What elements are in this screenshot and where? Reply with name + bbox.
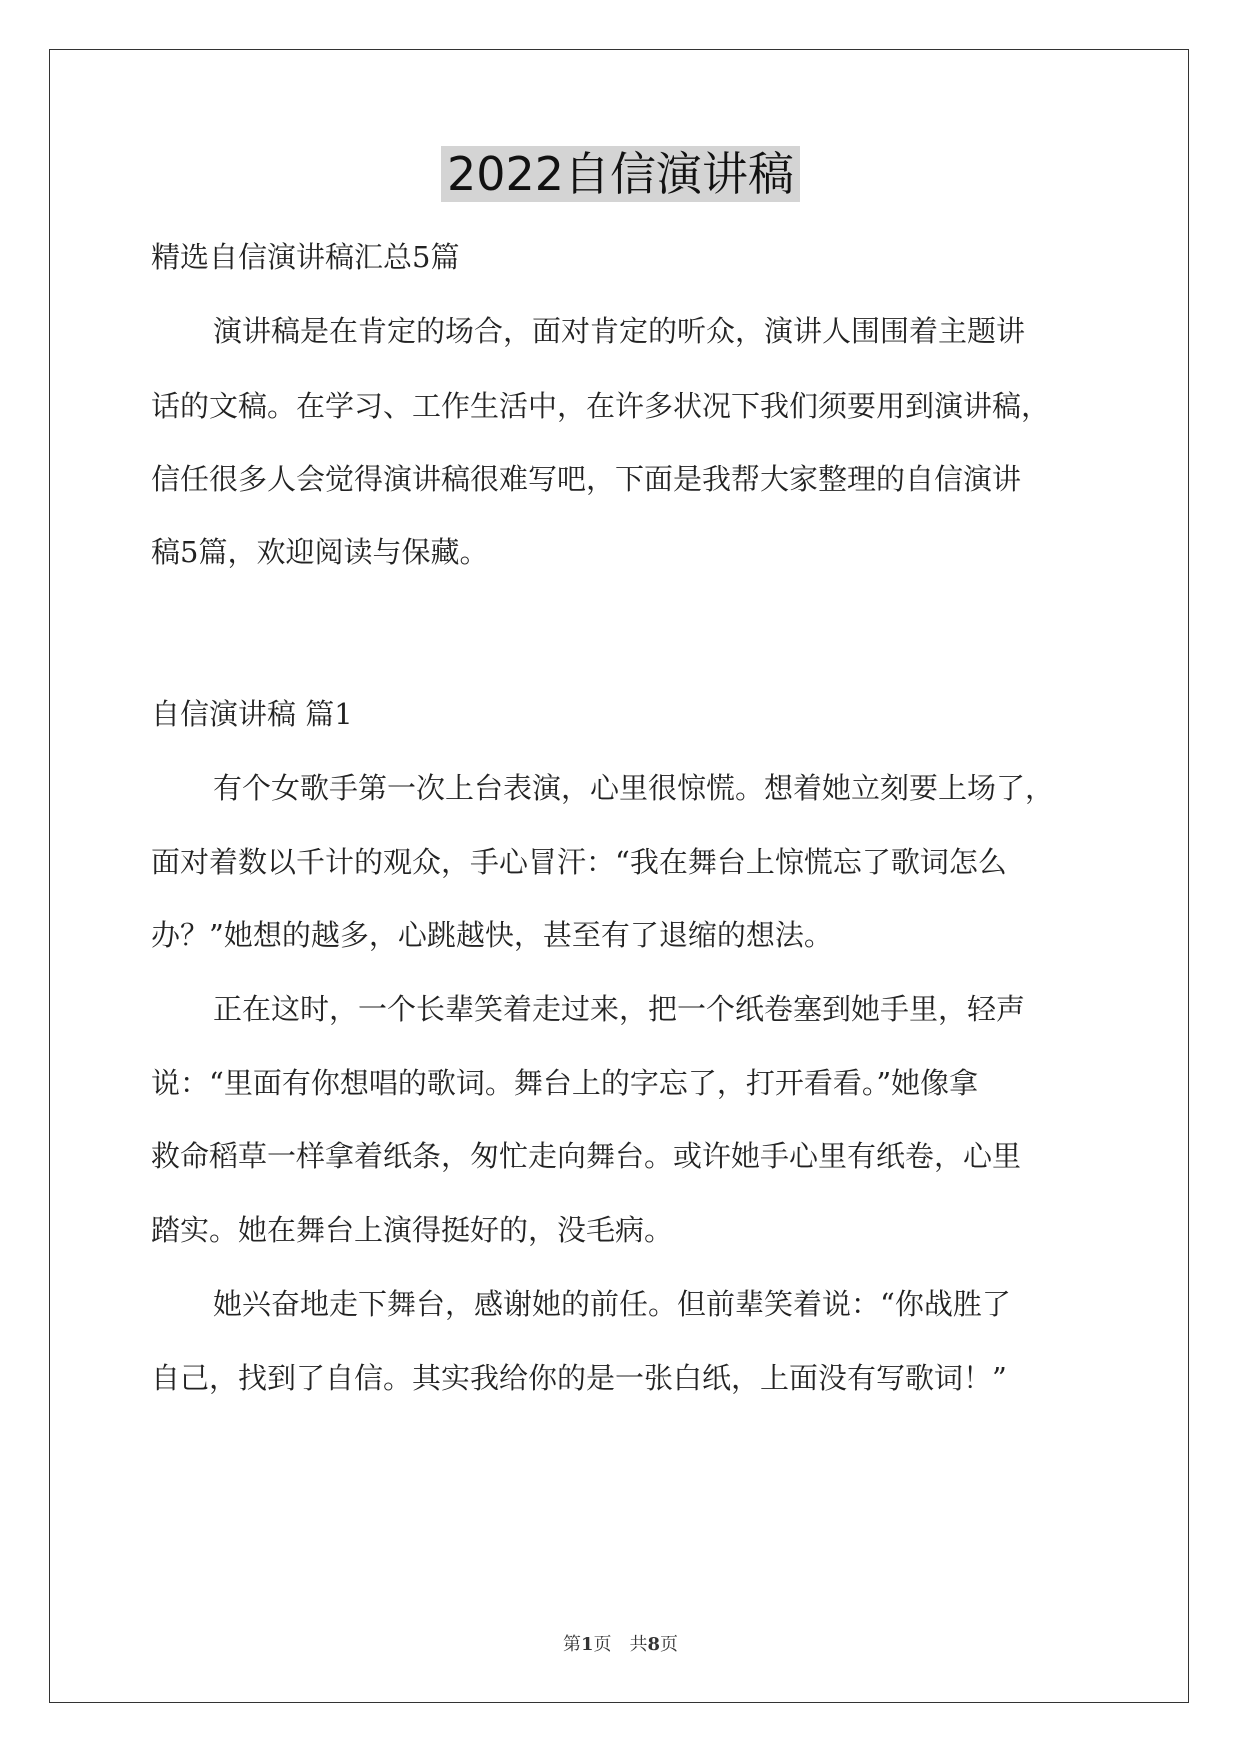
- footer-prefix: 第: [562, 1634, 581, 1655]
- title-container: [0, 146, 1241, 202]
- paragraph-line: 有个女歌手第一次上台表演，心里很惊慌。想着她立刻要上场了，: [213, 771, 1055, 805]
- total-pages-number: 8: [647, 1634, 661, 1655]
- footer-mid: 页 共: [593, 1634, 648, 1655]
- paragraph-line: 面对着数以千计的观众，手心冒汗：“我在舞台上惊慌忘了歌词怎么: [151, 845, 1007, 879]
- paragraph-line: 踏实。她在舞台上演得挺好的，没毛病。: [151, 1213, 674, 1247]
- intro-line: 信任很多人会觉得演讲稿很难写吧，下面是我帮大家整理的自信演讲: [151, 462, 1022, 496]
- section-heading: 自信演讲稿 篇1: [151, 697, 353, 731]
- paragraph-line: 正在这时，一个长辈笑着走过来，把一个纸卷塞到她手里，轻声: [213, 992, 1026, 1026]
- page-footer: [0, 1630, 1241, 1656]
- current-page-number: 1: [580, 1634, 594, 1655]
- paragraph-line: 她兴奋地走下舞台，感谢她的前任。但前辈笑着说：“你战胜了: [213, 1287, 1011, 1321]
- document-title: 2022自信演讲稿: [441, 146, 800, 202]
- footer-suffix: 页: [660, 1634, 679, 1655]
- intro-line: 话的文稿。在学习、工作生活中，在许多状况下我们须要用到演讲稿，: [151, 389, 1051, 423]
- subtitle: 精选自信演讲稿汇总5篇: [151, 240, 460, 274]
- paragraph-line: 自己，找到了自信。其实我给你的是一张白纸，上面没有写歌词！”: [151, 1361, 1007, 1395]
- intro-line: 稿5篇，欢迎阅读与保藏。: [151, 535, 489, 569]
- paragraph-line: 说：“里面有你想唱的歌词。舞台上的字忘了，打开看看。”她像拿: [151, 1066, 979, 1100]
- paragraph-line: 办？”她想的越多，心跳越快，甚至有了退缩的想法。: [151, 918, 833, 952]
- intro-line: 演讲稿是在肯定的场合，面对肯定的听众，演讲人围围着主题讲: [213, 314, 1026, 348]
- paragraph-line: 救命稻草一样拿着纸条，匆忙走向舞台。或许她手心里有纸卷，心里: [151, 1139, 1022, 1173]
